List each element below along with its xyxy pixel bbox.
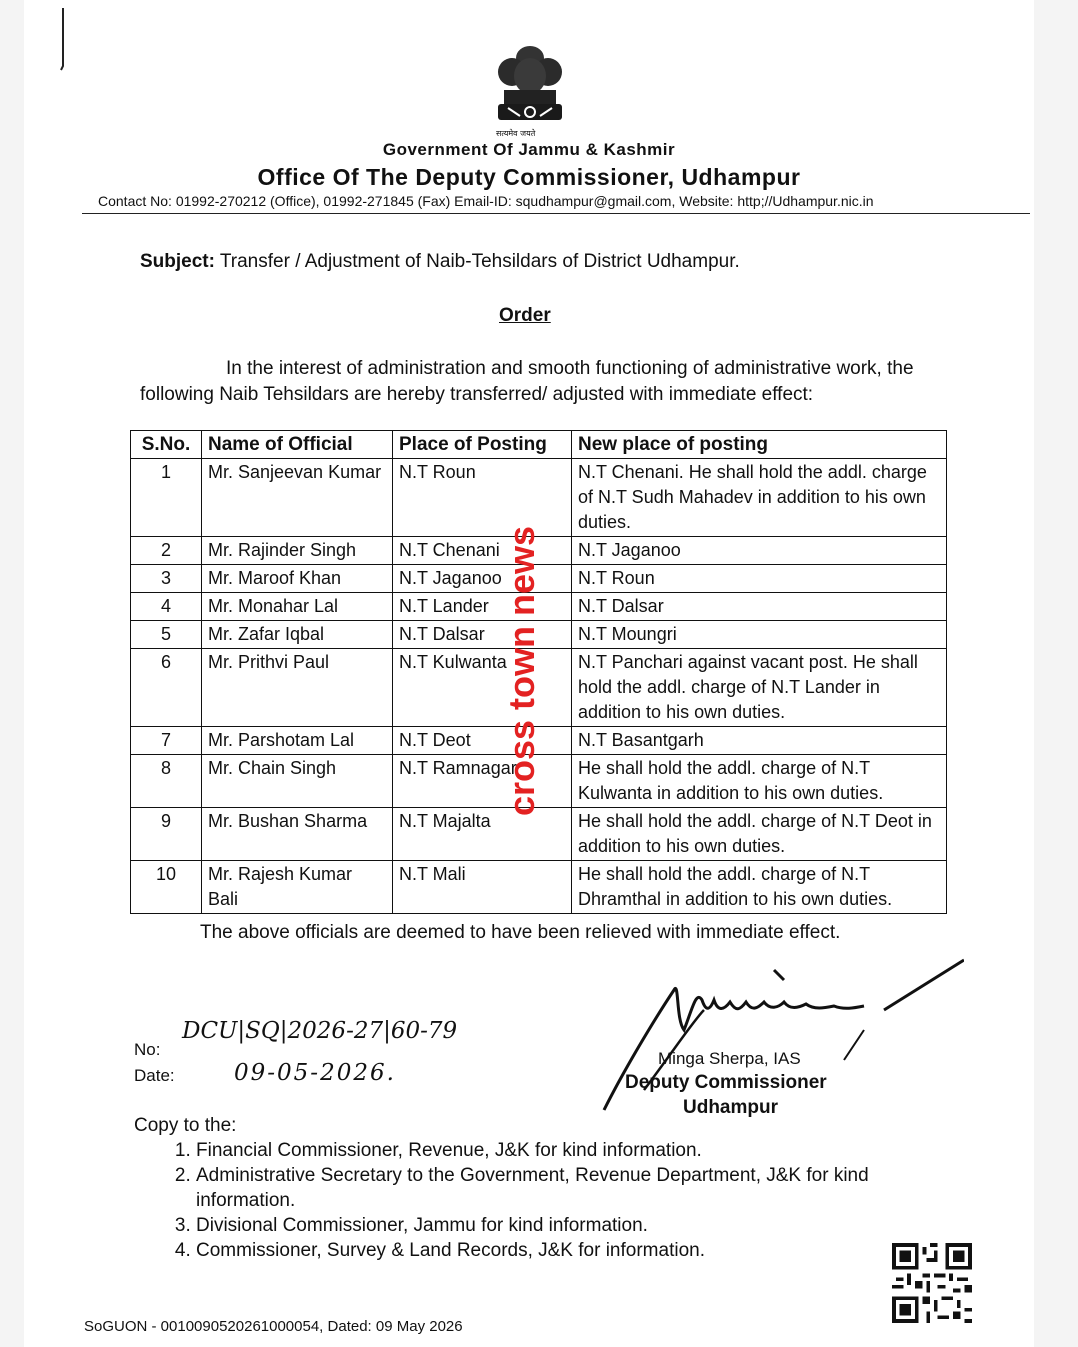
relieved-note: The above officials are deemed to have been relieved with immediate effect. (200, 922, 841, 943)
row-name: Mr. Bushan Sharma (202, 808, 393, 861)
qr-code-icon (892, 1243, 972, 1323)
row-place: N.T Majalta (393, 808, 572, 861)
subject-text: Transfer / Adjustment of Naib-Tehsildars of District Udhampur. (214, 251, 740, 272)
row-place: N.T Chenani (393, 537, 572, 565)
row-sno: 4 (131, 593, 202, 621)
national-emblem-icon (490, 42, 570, 142)
signature-icon (584, 950, 964, 1120)
row-name: Mr. Prithvi Paul (202, 649, 393, 727)
row-new-place: N.T Chenani. He shall hold the addl. charge of N.T Sudh Mahadev in addition to his own duties. (572, 459, 947, 537)
row-place: N.T Lander (393, 593, 572, 621)
row-new-place: N.T Dalsar (572, 593, 947, 621)
row-sno: 7 (131, 727, 202, 755)
contact-line: Contact No: 01992-270212 (Office), 01992-271845 (Fax) Email-ID: squdhampur@gmail.com, Website: http;//Udhampur.nic.in (98, 193, 874, 209)
intro-paragraph: In the interest of administration and smooth functioning of administrative work, the following Naib Tehsildars are hereby transferred/ adjusted with immediate effect: (140, 358, 914, 405)
row-sno: 3 (131, 565, 202, 593)
header-new-place: New place of posting (572, 431, 947, 459)
reference-no-value: DCU|SQ|2026-27|60-79 (182, 1018, 458, 1044)
row-sno: 5 (131, 621, 202, 649)
signatory-place: Udhampur (683, 1097, 778, 1118)
header-divider (82, 213, 1030, 214)
row-name: Mr. Parshotam Lal (202, 727, 393, 755)
list-item: 4. Commissioner, Survey & Land Records, J&K for information. (196, 1238, 936, 1263)
row-new-place: He shall hold the addl. charge of N.T Deot in addition to his own duties. (572, 808, 947, 861)
row-new-place: He shall hold the addl. charge of N.T Kulwanta in addition to his own duties. (572, 755, 947, 808)
row-name: Mr. Sanjeevan Kumar (202, 459, 393, 537)
reference-no-label: No: (134, 1040, 161, 1059)
row-place: N.T Deot (393, 727, 572, 755)
row-name: Mr. Rajesh Kumar Bali (202, 861, 393, 914)
header-sno: S.No. (131, 431, 202, 459)
copy-to-list (166, 1138, 936, 1263)
subject-label: Subject: (140, 251, 215, 272)
order-title: Order (499, 305, 551, 326)
row-place: N.T Roun (393, 459, 572, 537)
office-heading: Office Of The Deputy Commissioner, Udhampur (257, 164, 801, 190)
row-name: Mr. Zafar Iqbal (202, 621, 393, 649)
row-sno: 2 (131, 537, 202, 565)
row-name: Mr. Rajinder Singh (202, 537, 393, 565)
row-name: Mr. Monahar Lal (202, 593, 393, 621)
signatory-designation: Deputy Commissioner (625, 1072, 827, 1093)
reference-date-label: Date: (134, 1066, 175, 1085)
row-sno: 10 (131, 861, 202, 914)
header-place: Place of Posting (393, 431, 572, 459)
soguon-footer: SoGUON - 0010090520261000054, Dated: 09 May 2026 (84, 1318, 463, 1335)
row-new-place: N.T Panchari against vacant post. He shall hold the addl. charge of N.T Lander in addition to his own duties. (572, 649, 947, 727)
list-item: 1. Financial Commissioner, Revenue, J&K for kind information. (196, 1138, 936, 1163)
government-heading: Government Of Jammu & Kashmir (382, 140, 676, 159)
signatory-name: Minga Sherpa, IAS (658, 1049, 801, 1068)
row-new-place: N.T Roun (572, 565, 947, 593)
row-name: Mr. Maroof Khan (202, 565, 393, 593)
copy-to-label: Copy to the: (134, 1115, 237, 1136)
row-new-place: N.T Moungri (572, 621, 947, 649)
table-row (131, 861, 947, 914)
row-sno: 8 (131, 755, 202, 808)
row-sno: 9 (131, 808, 202, 861)
list-item: 3. Divisional Commissioner, Jammu for kind information. (196, 1213, 936, 1238)
subject-line (140, 251, 740, 273)
row-new-place: N.T Basantgarh (572, 727, 947, 755)
header-name: Name of Official (202, 431, 393, 459)
row-place: N.T Mali (393, 861, 572, 914)
list-item: 2. Administrative Secretary to the Government, Revenue Department, J&K for kind information. (196, 1163, 936, 1213)
row-new-place: He shall hold the addl. charge of N.T Dhramthal in addition to his own duties. (572, 861, 947, 914)
row-place: N.T Jaganoo (393, 565, 572, 593)
row-place: N.T Ramnagar (393, 755, 572, 808)
document-page (24, 0, 1034, 1347)
row-place: N.T Dalsar (393, 621, 572, 649)
row-new-place: N.T Jaganoo (572, 537, 947, 565)
watermark-text: cross town news (501, 525, 542, 817)
emblem-motto: सत्यमेव जयते (496, 129, 536, 138)
margin-mark (60, 8, 66, 72)
table-header-row (131, 431, 947, 459)
row-sno: 1 (131, 459, 202, 537)
row-sno: 6 (131, 649, 202, 727)
row-name: Mr. Chain Singh (202, 755, 393, 808)
row-place: N.T Kulwanta (393, 649, 572, 727)
reference-date-value: 09-05-2026. (234, 1060, 396, 1086)
